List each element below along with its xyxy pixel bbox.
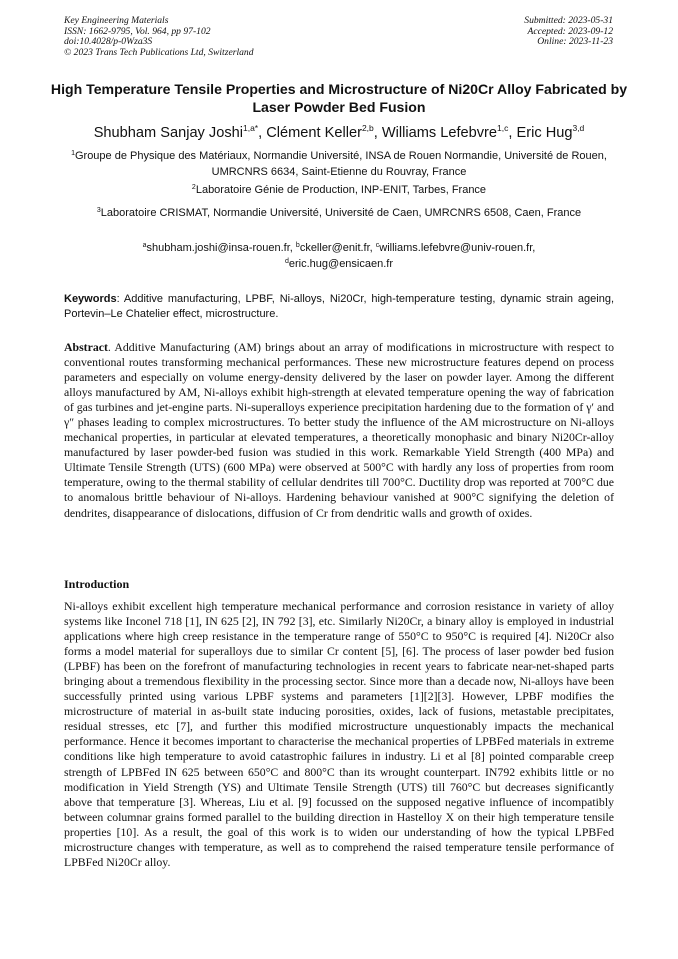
affiliation-text: Laboratoire CRISMAT, Normandie Université, Université de Caen, UMRCNRS 6508, Caen, France bbox=[100, 207, 582, 219]
introduction-heading: Introduction bbox=[64, 577, 130, 591]
author-separator: , bbox=[258, 125, 267, 141]
email-marker: b bbox=[295, 242, 300, 249]
email-marker: c bbox=[375, 242, 380, 249]
email-link[interactable]: ckeller@enit.fr, bbox=[299, 242, 376, 254]
affiliation-text: Groupe de Physique des Matériaux, Normandie Université, INSA de Rouen Normandie, Université de Rouen, UMRCNRS 6634, Saint-Etienne du Rouvray, France bbox=[74, 150, 607, 178]
email-link[interactable]: williams.lefebvre@univ-rouen.fr, bbox=[379, 242, 536, 254]
author-list bbox=[20, 124, 658, 142]
author-emails bbox=[60, 241, 618, 272]
affiliation bbox=[60, 183, 618, 199]
author-name: Shubham Sanjay Joshi bbox=[93, 125, 243, 141]
author-name: Clément Keller bbox=[266, 125, 362, 141]
email-link[interactable]: shubham.joshi@insa-rouen.fr, bbox=[146, 242, 296, 254]
publication-dates bbox=[524, 16, 613, 48]
abstract-section bbox=[64, 340, 614, 521]
author-separator: , bbox=[373, 125, 382, 141]
author-affiliation-marker: 1,a* bbox=[242, 123, 259, 133]
email-marker: d bbox=[284, 257, 289, 265]
affiliation bbox=[60, 149, 618, 180]
affiliation-number: 1 bbox=[71, 150, 75, 157]
affiliation-number: 2 bbox=[191, 184, 196, 191]
journal-name: Key Engineering Materials bbox=[64, 15, 169, 26]
author-affiliation-marker: 1,c bbox=[497, 123, 509, 133]
affiliation bbox=[60, 206, 618, 222]
copyright-notice: © 2023 Trans Tech Publications Ltd, Switzerland bbox=[64, 46, 254, 58]
email-marker: a bbox=[142, 242, 147, 249]
author-affiliation-marker: 3,d bbox=[572, 123, 585, 133]
abstract-label: Abstract bbox=[64, 340, 108, 354]
accepted-date: Accepted: 2023-09-12 bbox=[527, 25, 613, 37]
author-name: Eric Hug bbox=[516, 125, 573, 141]
journal-issn: ISSN: 1662-9795, Vol. 964, pp 97-102 bbox=[64, 25, 211, 37]
journal-info bbox=[64, 16, 254, 58]
keywords-label: Keywords bbox=[64, 293, 117, 305]
author-name: Williams Lefebvre bbox=[381, 125, 498, 141]
introduction-body: Ni-alloys exhibit excellent high temperature mechanical performance and corrosion resistance in variety of alloy systems like Inconel 718 [1], IN 625 [2], IN 792 [3], etc. Similarly Ni20Cr, a binary alloy is employed in industrial applications where high creep resistance in the temperature range of 550°C to 950°C is required [4]. Ni20Cr also forms a model material for superalloys due to similar Cr content [5], [6]. The process of laser powder bed fusion (LPBF) has been on the forefront of manufacturing technologies in recent years to fabricate near-net-shaped parts bringing about a tremendous flexibility in the processing sector. Since more than a decade now, Ni-alloys have been successfully printed using various LPBF systems and parameters [1][2][3]. However, LPBF modifies the microstructure of material in as-built state inducing porosities, oxides, lack of fusions, metastable precipitates, residual stresses, etc [7], and further this modified microstructure unquestionably impacts the mechanical performance. Hence it becomes important to characterise the mechanical properties of LPBFed materials in extreme conditions like high temperature to avoid catastrophic failures in industry. Li et al [8] pointed comparable creep strength of LPBFed IN 625 between 650°C and 800°C than its wrought counterpart. IN792 exhibits little or no modification in Yield Strength (YS) and Ultimate Tensile Strength (UTS) till 760°C but decreases significantly above that temperature [3]. Whereas, Liu et al. [9] focussed on the supposed negative influence of incompatibly between columnar grains formed parallel to the building direction in Hastelloy X on their high temperature tensile properties [10]. As a result, the goal of this work is to widen our understanding of how the typical LPBFed microstructure changes with temperature, as well as to comprehend the raised temperature tensile performance of LPBFed Ni20Cr alloy. bbox=[64, 599, 614, 869]
author-separator: , bbox=[508, 125, 517, 141]
submitted-date: Submitted: 2023-05-31 bbox=[524, 15, 613, 26]
keywords-section bbox=[64, 292, 614, 322]
affiliation-text: Laboratoire Génie de Production, INP-ENIT, Tarbes, France bbox=[195, 184, 487, 196]
paper-title: High Temperature Tensile Properties and Microstructure of Ni20Cr Alloy Fabricated by Laser Powder Bed Fusion bbox=[50, 81, 628, 115]
journal-doi: doi:10.4028/p-0Wza3S bbox=[64, 36, 153, 48]
affiliation-number: 3 bbox=[96, 207, 101, 214]
author-affiliation-marker: 2,b bbox=[361, 123, 374, 133]
online-date: Online: 2023-11-23 bbox=[537, 36, 613, 48]
email-link[interactable]: eric.hug@ensicaen.fr bbox=[288, 257, 393, 270]
abstract-text: . Additive Manufacturing (AM) brings about an array of modifications in microstructure with respect to conventional routes transforming mechanical performances. These new microstructure features depend on process parameters and especially on volume energy-density delivered by the laser on powder layer. Among the different alloys manufactured by AM, Ni-alloys exhibit high-strength at elevated temperature opening the way of fabrication of gas turbines and jet-engine parts. Ni-superalloys experience precipitation hardening due to the formation of γ′ and γ″ phases leading to complex microstructures. To better study the influence of the AM microstructure on Ni-alloys mechanical properties, in particular at elevated temperatures, a theoretically monophasic and binary Ni20Cr-alloy manufactured by laser powder-bed fusion was studied in this work. Remarkable Yield Strength (400 MPa) and Ultimate Tensile Strength (UTS) (600 MPa) were observed at 500°C with hardly any loss of properties from room temperature, owing to the thermal stability of cellular dendrites till 700°C. Ductility drop was reported at 700°C due to anomalous brittle behaviour of Ni-alloys. Hardening behaviour vanished at 900°C signifying the deletion of dendrites, disappearance of dislocations, diffusion of Cr from dendritic walls and growth of oxides. bbox=[64, 340, 614, 520]
keywords-text: : Additive manufacturing, LPBF, Ni-alloys, Ni20Cr, high-temperature testing, dynamic strain ageing, Portevin–Le Chatelier effect, microstructure. bbox=[64, 293, 614, 320]
